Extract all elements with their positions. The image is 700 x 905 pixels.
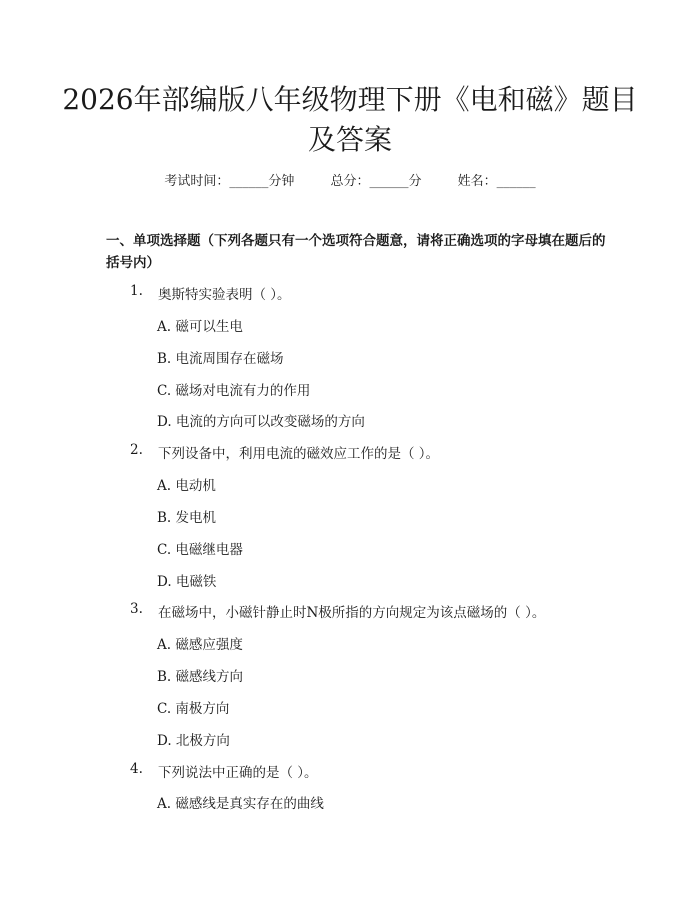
- question-text: 在磁场中，小磁针静止时N极所指的方向规定为该点磁场的（ ）。: [158, 605, 546, 621]
- section-heading: 一、单项选择题（下列各题只有一个选项符合题意，请将正确选项的字母填在题后的括号内）: [106, 233, 606, 271]
- option: C. 磁场对电流有力的作用: [157, 383, 311, 399]
- option: C. 南极方向: [157, 701, 230, 717]
- question-number: 4.: [130, 761, 143, 777]
- question-number: 2.: [130, 442, 143, 458]
- exam-time: 考试时间：______分钟: [164, 174, 295, 189]
- document-title: 2026年部编版八年级物理下册《电和磁》题目及答案: [62, 83, 638, 156]
- option: A. 磁可以生电: [157, 319, 243, 335]
- option: B. 磁感线方向: [157, 669, 244, 685]
- question-text: 奥斯特实验表明（ ）。: [158, 287, 291, 303]
- question-number: 3.: [130, 601, 143, 617]
- option: C. 电磁继电器: [157, 542, 243, 558]
- option: A. 磁感应强度: [157, 637, 243, 653]
- option: B. 发电机: [157, 510, 217, 526]
- exam-meta: [0, 170, 700, 189]
- option: A. 电动机: [157, 478, 216, 494]
- question-text: 下列说法中正确的是（ ）。: [158, 765, 318, 781]
- option: A. 磁感线是真实存在的曲线: [157, 796, 324, 812]
- option: B. 电流周围存在磁场: [157, 351, 284, 367]
- exam-name: 姓名：______: [457, 174, 536, 189]
- option: D. 电磁铁: [157, 574, 217, 590]
- option: D. 电流的方向可以改变磁场的方向: [157, 414, 365, 430]
- option: D. 北极方向: [157, 733, 230, 749]
- question-text: 下列设备中，利用电流的磁效应工作的是（ ）。: [158, 446, 440, 462]
- question-number: 1.: [130, 283, 143, 299]
- exam-score: 总分：______分: [330, 174, 422, 189]
